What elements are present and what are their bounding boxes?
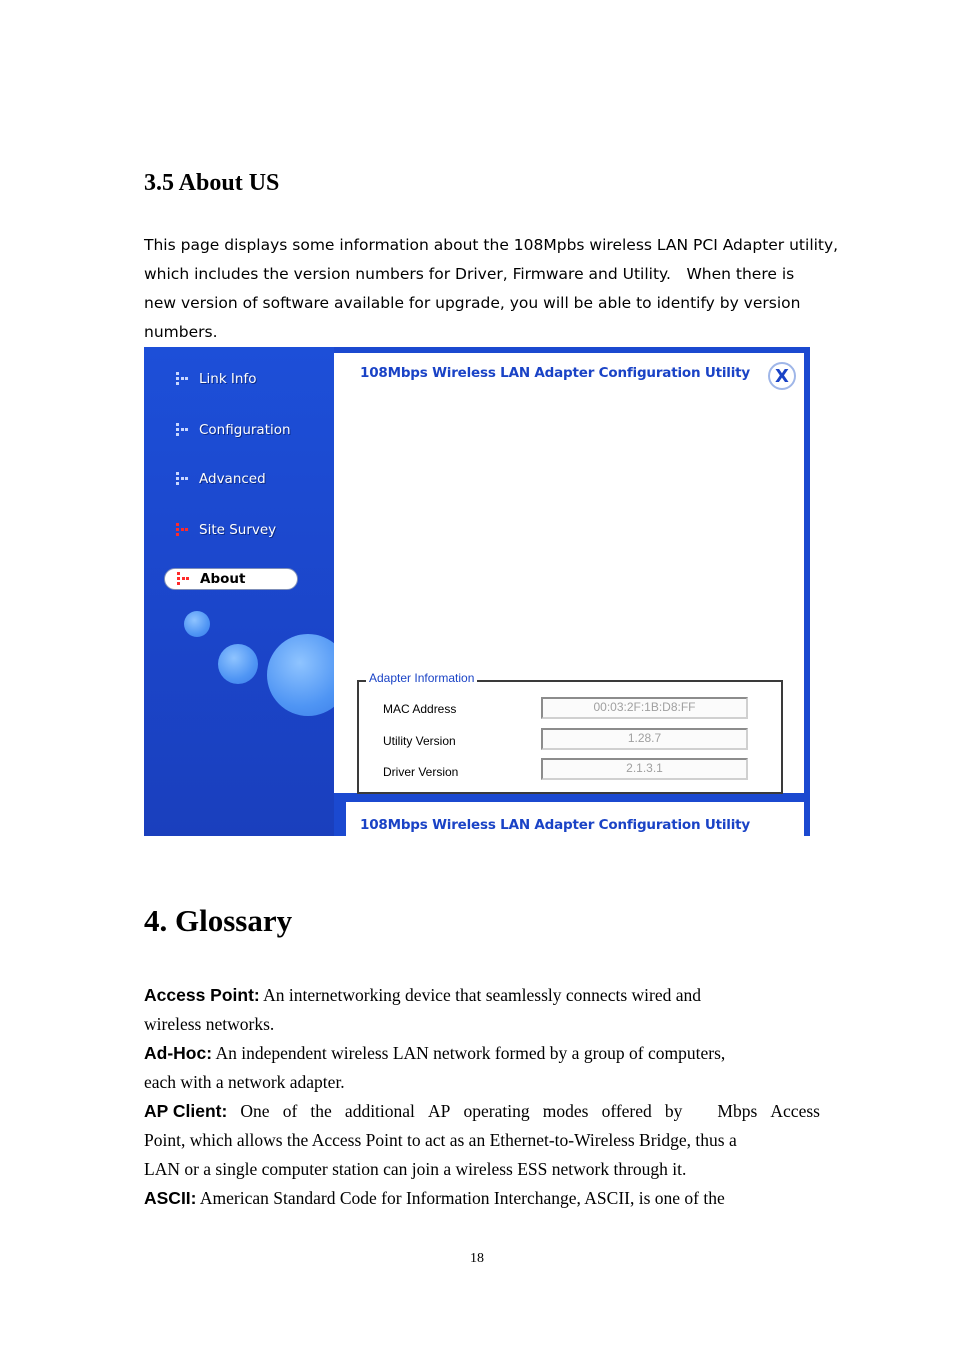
glossary-body [144,981,824,1213]
sidebar-item-label: About [200,571,246,587]
intro-line: numbers. [144,323,218,341]
glossary-word: modes [542,1101,589,1121]
glossary-word: the [310,1101,332,1121]
decorative-bubble [267,634,334,716]
close-icon: X [775,365,789,387]
grid-dots-icon [176,423,188,437]
glossary-term: Access Point: [144,985,260,1005]
glossary-definition-line: each with a network adapter. [144,1072,345,1092]
sidebar-item-label: Site Survey [199,522,277,538]
window-top-border [334,347,810,353]
glossary-definition-line: Point, which allows the Access Point to act as an Ethernet-to-Wireless Bridge, thus a [144,1130,737,1150]
sidebar-item-advanced[interactable] [176,468,266,490]
driver-version-field[interactable]: 2.1.3.1 [541,758,748,780]
close-button[interactable] [768,362,796,390]
grid-dots-icon [176,472,188,486]
sidebar-item-site-survey[interactable] [176,519,276,541]
glossary-definition: An internetworking device that seamlessly connects wired and [259,985,701,1005]
sidebar-item-link-info[interactable] [176,368,257,390]
decorative-bubble [218,644,258,684]
glossary-word: additional [344,1101,415,1121]
intro-line: new version of software available for upgrade, you will be able to identify by version [144,294,801,312]
app-footer-title: 108Mbps Wireless LAN Adapter Configuration Utility [360,817,751,833]
glossary-word: Mbps [695,1101,758,1121]
glossary-term: Ad-Hoc: [144,1043,213,1063]
driver-version-label: Driver Version [383,765,459,779]
glossary-word: of [282,1101,298,1121]
glossary-word: offered [601,1101,652,1121]
window-bottom-border [334,802,346,836]
sidebar-item-configuration[interactable] [176,419,291,441]
glossary-definition: American Standard Code for Information Interchange, ASCII, is one of the [196,1188,725,1208]
glossary-entry [144,1039,824,1068]
sidebar-item-label: Configuration [199,422,291,438]
intro-line: This page displays some information about the 108Mpbs wireless LAN PCI Adapter utility, [144,236,839,254]
mac-address-label: MAC Address [383,702,457,716]
window-right-border [804,347,810,836]
group-legend: Adapter Information [366,671,477,685]
sidebar-item-about[interactable] [164,568,298,590]
glossary-term: AP Client: [144,1101,228,1121]
glossary-word: by [664,1101,683,1121]
window-bottom-border [334,793,810,802]
glossary-heading: 4. Glossary [144,903,293,938]
section-intro [144,231,864,347]
glossary-word: One [240,1101,270,1121]
sidebar-item-label: Advanced [199,471,266,487]
glossary-word: Access [770,1101,820,1121]
glossary-term: ASCII: [144,1188,197,1208]
sidebar-item-about-inner [177,568,245,590]
utility-screenshot [144,347,810,836]
grid-dots-icon [176,372,188,386]
sidebar-item-label: Link Info [199,371,257,387]
glossary-entry [144,1184,824,1213]
glossary-word: operating [463,1101,530,1121]
mac-address-field[interactable]: 00:03:2F:1B:D8:FF [541,697,748,719]
sidebar [144,347,334,836]
page-number: 18 [470,1251,484,1266]
grid-dots-red-icon [176,523,188,537]
glossary-definition-line: wireless networks. [144,1014,275,1034]
glossary-word: AP [428,1101,451,1121]
section-heading: 3.5 About US [144,170,280,196]
utility-version-label: Utility Version [383,734,456,748]
glossary-entry [144,981,824,1010]
decorative-bubble [184,611,210,637]
glossary-entry [144,1097,820,1126]
glossary-definition-line: LAN or a single computer station can join a wireless ESS network through it. [144,1159,687,1179]
grid-dots-red-icon [177,572,189,586]
app-title: 108Mbps Wireless LAN Adapter Configuration Utility [360,365,751,381]
glossary-definition: An independent wireless LAN network formed by a group of computers, [212,1043,726,1063]
utility-version-field[interactable]: 1.28.7 [541,728,748,750]
intro-line: which includes the version numbers for Driver, Firmware and Utility. When there is [144,265,795,283]
